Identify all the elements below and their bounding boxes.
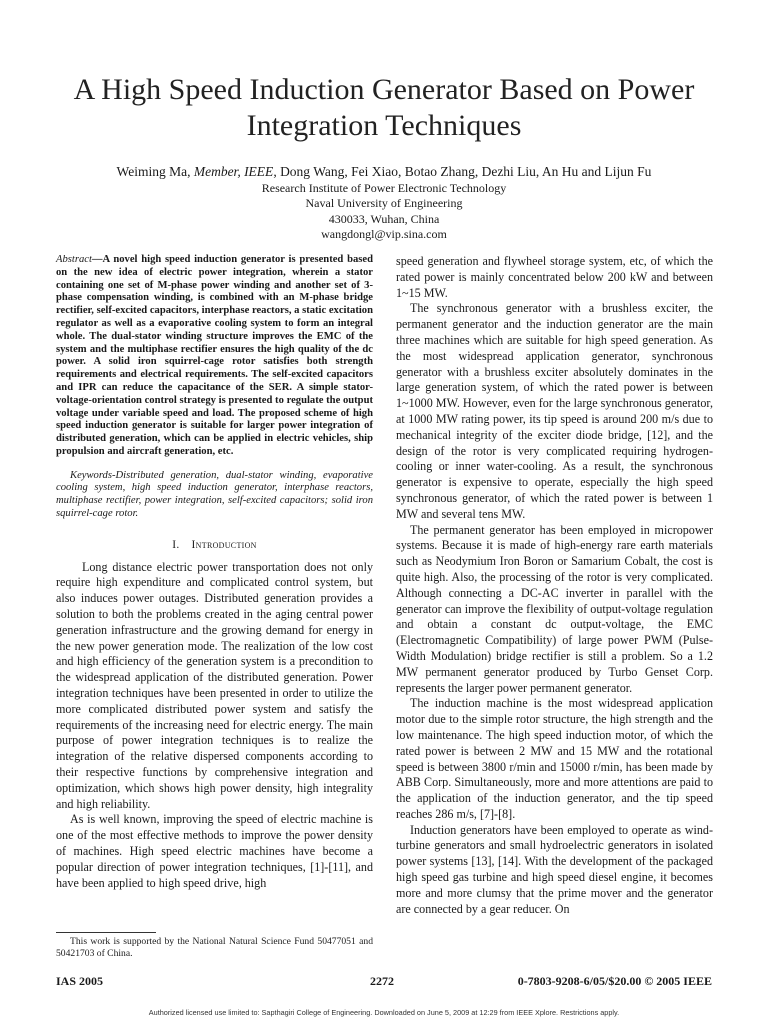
paragraph: Long distance electric power transportation does not only require high expenditure and complicated control system, but also induces power outages. Distributed generation provides a solution to both the problems created in the aging central power generation infrastructure and the growing demand for energy in the new power generation mode. The realization of the low cost and high efficiency of the generation system is a precondition to the widespread application of the distributed generation. Power integration techniques have been presented in order to utilize the more complicated distributed power system and satisfy the requirements of the increasing need for electric energy. The main purpose of power integration techniques is to realize the integration of the relative dispersed components according to their respective functions by comprehensive integration and optimization, which shows high power density, high integrality and high reliability. [56,559,373,811]
affiliation-university: Naval University of Engineering [305,196,463,211]
paragraph: The permanent generator has been employed in micropower systems. Because it is made of high-energy rare earth materials such as Neodymium Iron Boron or Samarium Cobalt, the cost is quite high. Also, the processing of the rotor is very complicated. Although connecting a DC-AC inverter in parallel with the generator can improve the flexibility of output-voltage regulation and obtain a constant dc output-voltage, the EMC (Electromagnetic Compatibility) of large power PWM (Pulse-Width Modulation) bridge rectifier is still a problem. So a 1.2 MW permanent generator produced by Turbo Genset Corp. represents the larger power permanent generator. [396,522,713,695]
funding-footnote: This work is supported by the National Natural Science Fund 50477051 and 50421703 of China. [56,936,373,959]
paragraph: As is well known, improving the speed of electric machine is one of the most effective methods to improve the power density of machines. High speed electric machines have become a popular direction of power integration techniques, [1]-[11], and have been applied to high speed drive, high [56,812,373,890]
author-membership: Member, IEEE [193,164,274,179]
author-list [40,163,728,180]
abstract-label: Abstract [56,254,92,265]
section-number: I. [172,538,180,551]
author-first: Weiming Ma, [116,164,191,179]
affiliation-email[interactable]: wangdongl@vip.sina.com [321,226,447,241]
paragraph: The synchronous generator with a brushless exciter, the permanent generator and the induction generator are the main three machines which are suitable for high speed generation. As the most widespread application generator, synchronous generator with a brushless exciter absolutely dominates in the large generation system, of which the rated power is between 1~1000 MW. However, even for the large synchronous generator, at 1000 MW rating power, its tip speed is around 200 m/s due to mechanical integrity of the exciter diode bridge, [12], and the design of the rotor is very complicated requiring hydrogen-cooling or inner water-cooling. As a result, the synchronous generator is expensive to operate, especially the high speed synchronous generator, of which the rated power is between 1 MW and several tens MW. [396,301,713,521]
abstract [56,254,373,459]
copyright-notice: 0-7803-9208-6/05/$20.00 © 2005 IEEE [517,974,712,988]
paragraph: The induction machine is the most widespread application motor due to the simple rotor structure, the high strength and the low maintenance. The high speed induction motor, of which the rated power is between 2 MW and 15 MW and the rotational speed is between 3800 r/min and 15000 r/min, has been made by ABB Corp. Simultaneously, more and more attentions are paid to the application of the induction generator, and the tip speed reaches 286 m/s, [7]-[8]. [396,696,713,821]
license-notice: Authorized licensed use limited to: Sapthagiri College of Engineering. Downloaded on June 5, 2009 at 12:29 from IEEE Xplore. Restrictions apply. [148,1008,620,1017]
section-heading-introduction [56,539,373,551]
affiliation [140,181,628,242]
conference-label: IAS 2005 [56,974,104,988]
paragraph: speed generation and flywheel storage system, etc, of which the rated power is mainly concentrated below 200 kW and between 1~15 MW. [396,254,713,300]
affiliation-city: 430033, Wuhan, China [328,211,440,226]
author-rest: , Dong Wang, Fei Xiao, Botao Zhang, Dezhi Liu, An Hu and Lijun Fu [273,164,652,179]
page-number: 2272 [370,974,394,988]
keywords: Keywords-Distributed generation, dual-stator winding, evaporative cooling system, high speed induction generator, interphase reactors, multiphase rectifier, power integration, self-excited capacitors; solid iron squirrel-cage rotor. [56,469,373,519]
footnote-divider [56,932,156,933]
abstract-dash: — [91,254,103,265]
section-title: Introduction [191,538,257,551]
paragraph: Induction generators have been employed to operate as wind-turbine generators and small hydroelectric generators in isolated power systems [13], [14]. With the development of the packaged high speed gas turbine and high speed diesel engine, it becomes more and more clumsy that the prime mover and the generator are connected by a gear reducer. On [396,822,713,916]
abstract-text: A novel high speed induction generator is presented based on the new idea of electric power integration, wherein a stator containing one set of M-phase power winding and another set of 3-phase compensation winding, is combined with an M-phase bridge rectifier, self-excited capacitors, interphase reactors, a static excitation regulator as well as a evaporative cooling system to form an integral whole. The dual-stator winding structure improves the EMC of the system and the multiphase rectifier ensures the high quality of the dc power. A solid iron squirrel-cage rotor satisfies both strength requirements and electrical requirements. The self-excited capacitors and IPR can reduce the capacitance of the SER. A simple stator-voltage-orientation control strategy is presented to regulate the output voltage under variable speed and load. The proposed scheme of high speed induction generator is suitable for larger power integration of distributed generation, which can be applied in electric vehicles, ship propulsion and aircraft generation, etc. [56,254,373,457]
affiliation-institute: Research Institute of Power Electronic Technology [261,181,507,195]
paper-title: A High Speed Induction Generator Based on Power Integration Techniques [73,73,695,142]
left-column [56,254,373,891]
right-column [396,254,713,917]
